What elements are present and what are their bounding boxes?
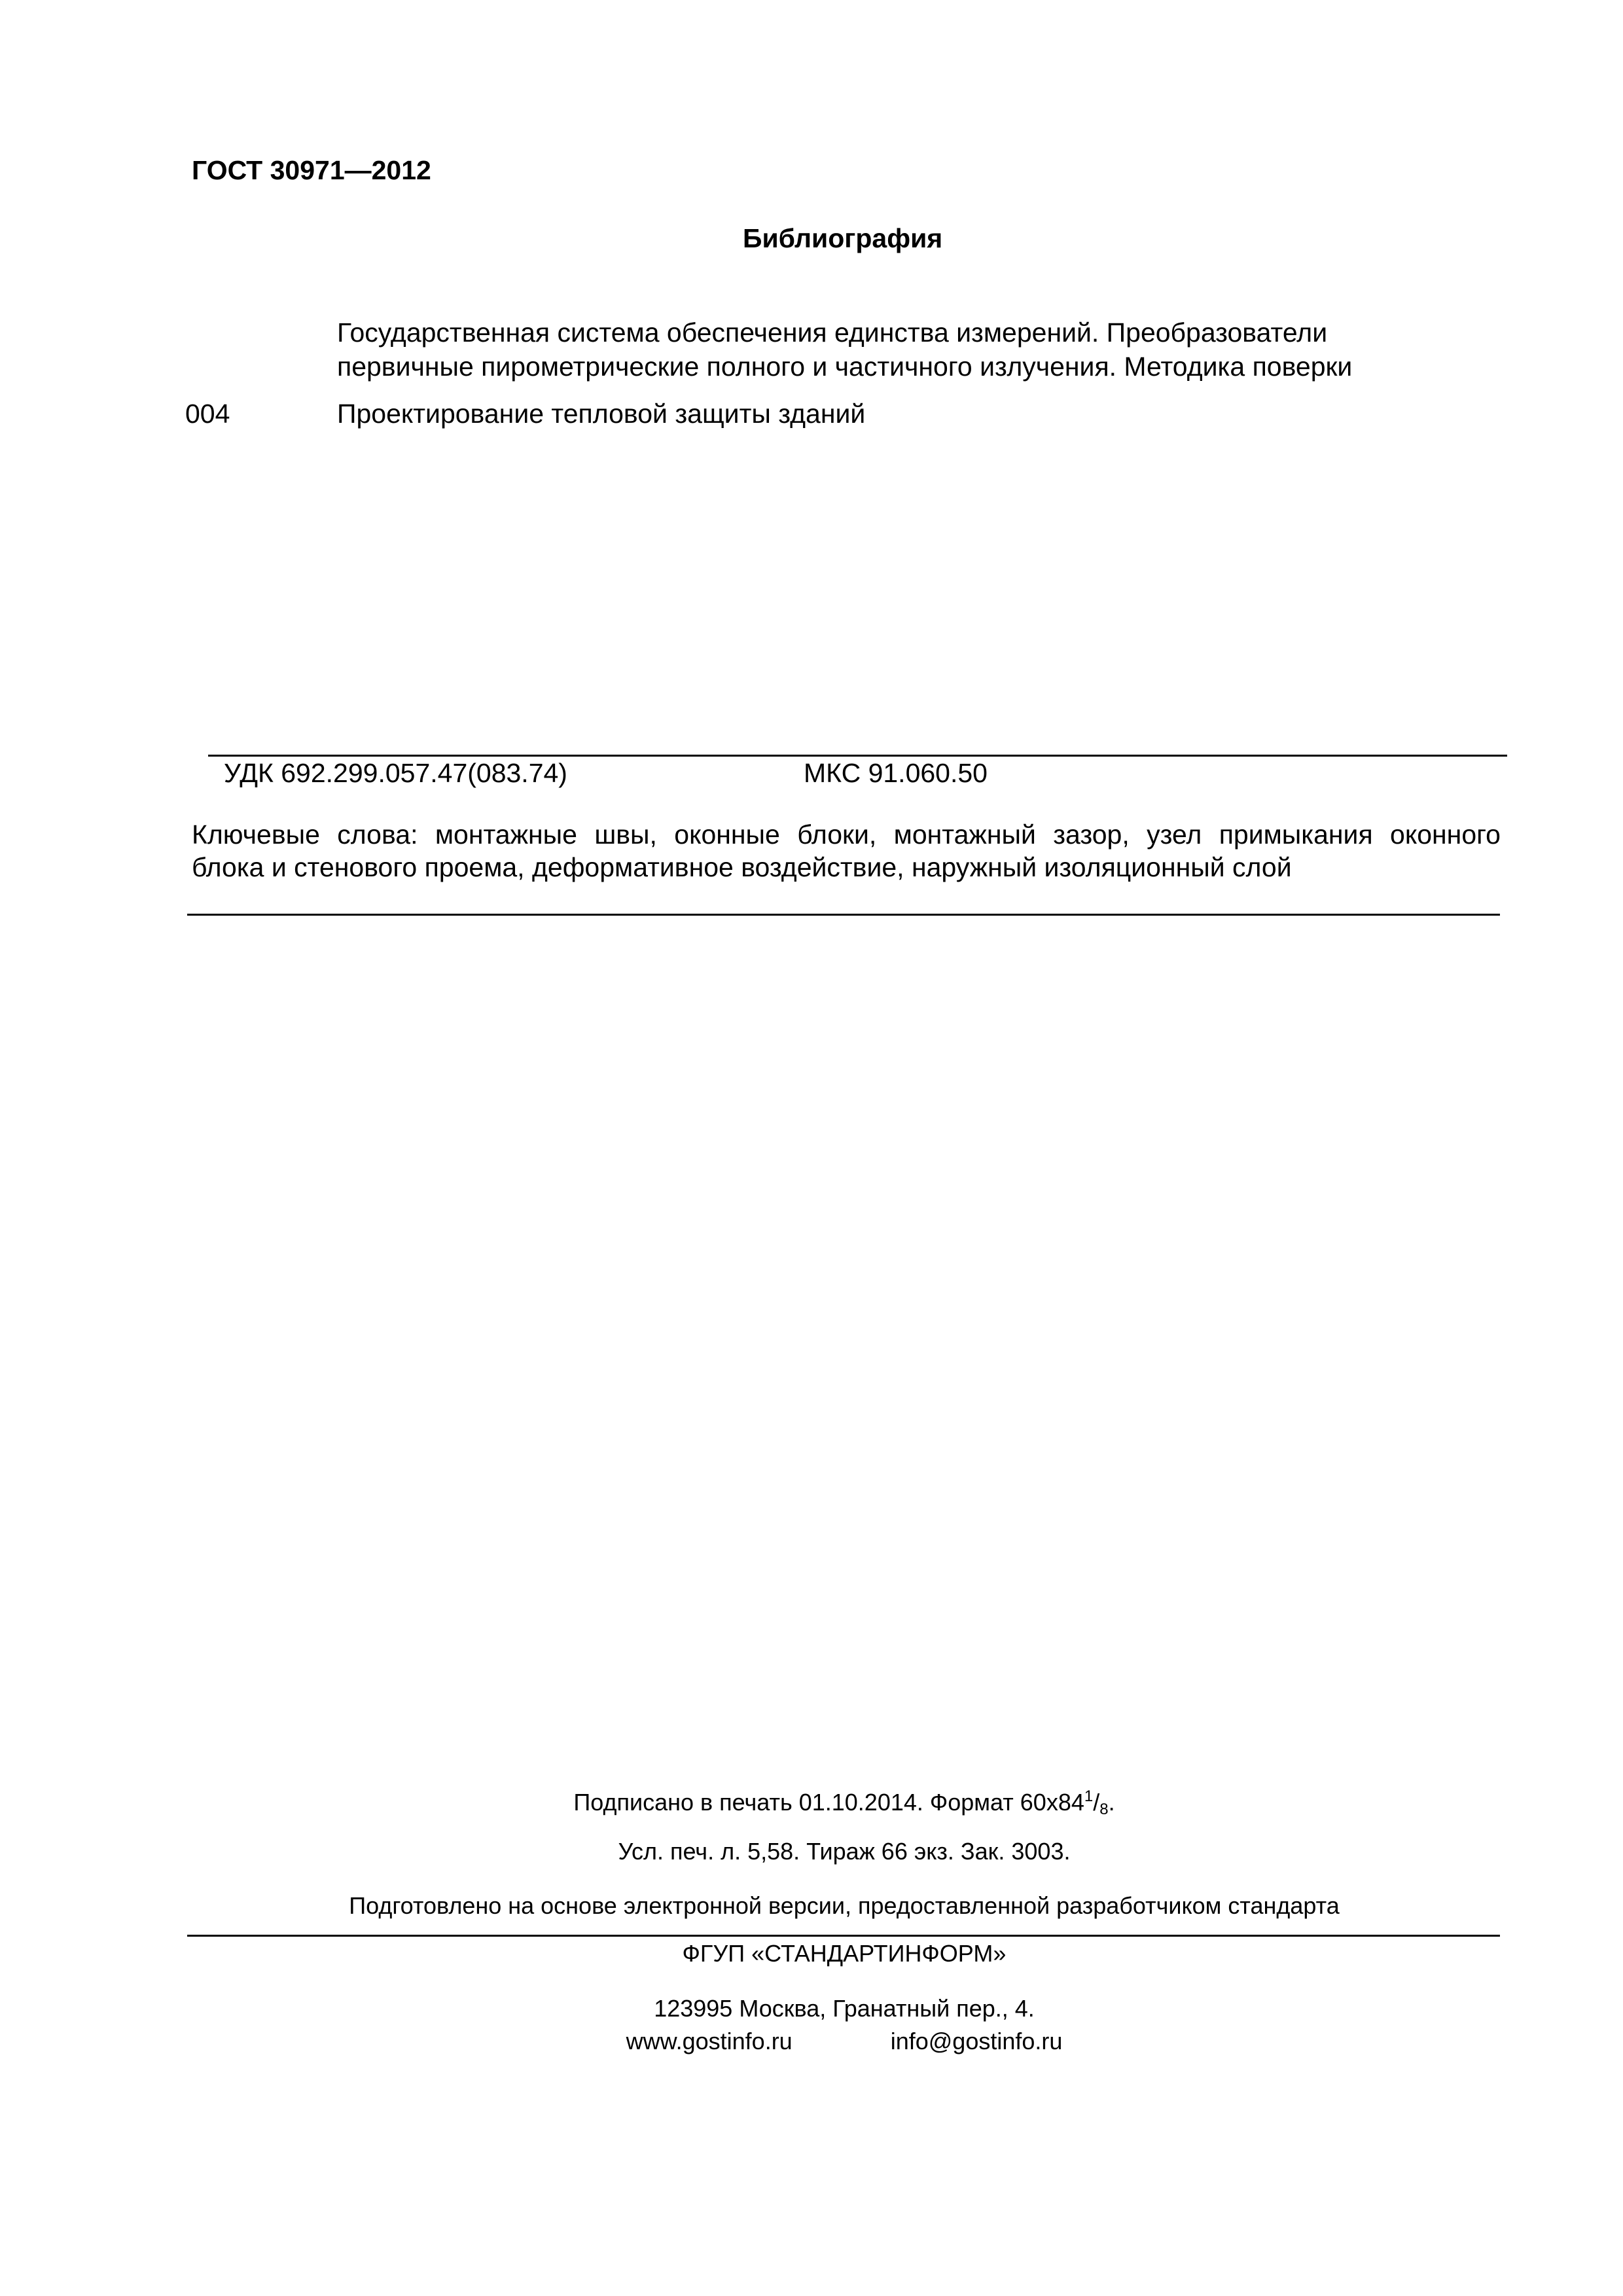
bibliography-title: Библиография bbox=[743, 223, 943, 253]
document-code: ГОСТ 30971—2012 bbox=[192, 155, 431, 185]
udk-code: УДК 692.299.057.47(083.74) bbox=[224, 758, 567, 788]
keywords-line: Ключевые слова: монтажные швы, оконные блоки, монтажный зазор, узел примыкания оконного bbox=[192, 819, 1501, 850]
email-link[interactable]: info@gostinfo.ru bbox=[890, 2028, 1063, 2054]
divider bbox=[187, 914, 1500, 916]
keywords-paragraph bbox=[192, 818, 1501, 884]
bibliography-entry-text: Государственная система обеспечения единства измерений. Преобразователи первичные пирометрические полного и частичного излучения. Методика поверки bbox=[337, 317, 1353, 382]
divider bbox=[187, 1935, 1500, 1937]
prepared-note: Подготовлено на основе электронной версии, предоставленной разработчиком стандарта bbox=[349, 1892, 1340, 1919]
bibliography-entry-number: 004 bbox=[185, 399, 230, 429]
signed-suffix: . bbox=[1108, 1789, 1115, 1816]
signed-for-print-line bbox=[0, 1782, 1623, 1825]
publisher-name: ФГУП «СТАНДАРТИНФОРМ» bbox=[682, 1940, 1007, 1967]
print-info-line: Усл. печ. л. 5,58. Тираж 66 экз. Зак. 3003. bbox=[618, 1838, 1071, 1865]
publisher-address: 123995 Москва, Гранатный пер., 4. bbox=[654, 1995, 1035, 2022]
bibliography-entry-text: Проектирование тепловой защиты зданий bbox=[337, 399, 866, 429]
contact-line bbox=[0, 2026, 1623, 2056]
format-separator: / bbox=[1093, 1789, 1100, 1816]
keywords-line: блока и стенового проема, деформативное воздействие, наружный изоляционный слой bbox=[192, 852, 1292, 882]
signed-text: Подписано в печать 01.10.2014. Формат 60x84 bbox=[573, 1789, 1084, 1816]
website-link[interactable]: www.gostinfo.ru bbox=[626, 2028, 793, 2054]
mks-code: МКС 91.060.50 bbox=[804, 758, 988, 788]
format-subscript: 8 bbox=[1099, 1801, 1109, 1818]
format-superscript: 1 bbox=[1084, 1787, 1094, 1805]
